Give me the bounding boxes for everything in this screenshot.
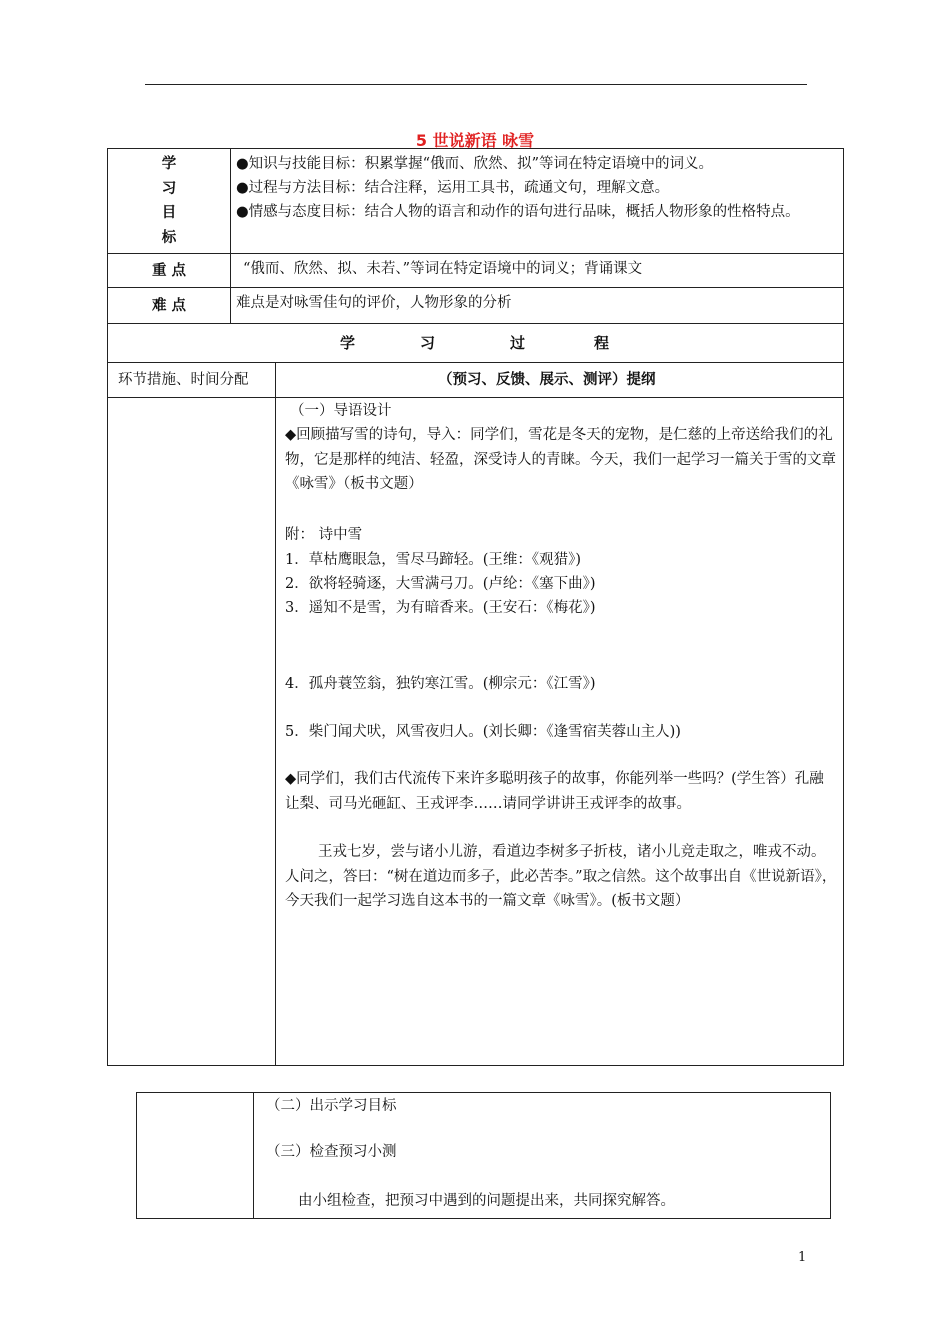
poem-line: 5．柴门闻犬吠，风雪夜归人。(刘长卿：《逢雪宿芙蓉山主人)) xyxy=(285,724,681,740)
appendix-title: 附： 诗中雪 xyxy=(285,527,363,543)
header-rule xyxy=(145,84,807,85)
section-goals-title: （二）出示学习目标 xyxy=(266,1098,397,1114)
section-check-title: （三）检查预习小测 xyxy=(266,1144,397,1160)
poem-line: 3．遥知不是雪，为有暗香来。(王安石：《梅花》) xyxy=(285,600,596,616)
difficulty-label: 难 点 xyxy=(151,298,187,314)
objective-method: ●过程与方法目标：结合注释，运用工具书，疏通文句，理解文意。 xyxy=(236,180,670,196)
key-point-label: 重 点 xyxy=(151,263,187,279)
question-text: ◆同学们，我们古代流传下来许多聪明孩子的故事，你能列举一些吗？(学生答）孔融让梨、司马光砸缸、王戎评李……请同学讲讲王戎评李的故事。 xyxy=(285,771,824,812)
section-check-text: 由小组检查，把预习中遇到的问题提出来，共同探究解答。 xyxy=(298,1193,675,1209)
col-header-outline: （预习、反馈、展示、测评）提纲 xyxy=(438,372,656,388)
section-intro-title: （一）导语设计 xyxy=(290,403,392,419)
section-intro-text: ◆回顾描写雪的诗句，导入：同学们，雪花是冬天的宠物，是仁慈的上帝送给我们的礼物，它是那样的纯洁、轻盈，深受诗人的青睐。今天，我们一起学习一篇关于雪的文章《咏雪》（板书文题） xyxy=(285,427,836,492)
col-header-steps: 环节措施、时间分配 xyxy=(118,372,249,388)
poem-line: 4．孤舟蓑笠翁，独钓寒江雪。(柳宗元：《江雪》) xyxy=(285,676,596,692)
key-point-text: “俄而、欣然、拟、未若、”等词在特定语境中的词义；背诵课文 xyxy=(243,261,643,277)
story-text: 王戎七岁，尝与诸小儿游，看道边李树多子折枝，诸小儿竞走取之，唯戎不动。人问之，答曰：“树在道边而多子，此必苦李。”取之信然。这个故事出自《世说新语》，今天我们一起学习选自这本书的一篇文章《咏雪》。(板书文题） xyxy=(285,844,837,909)
difficulty-text: 难点是对咏雪佳句的评价，人物形象的分析 xyxy=(236,295,512,311)
objective-attitude: ●情感与态度目标：结合人物的语言和动作的语句进行品味，概括人物形象的性格特点。 xyxy=(236,204,800,220)
page-number: 1 xyxy=(798,1250,807,1265)
document-title: 5 世说新语 咏雪 xyxy=(415,131,535,150)
poem-line: 2．欲将轻骑逐，大雪满弓刀。(卢纶：《塞下曲》) xyxy=(285,576,596,592)
objective-knowledge: ●知识与技能目标：积累掌握“俄而、欣然、拟”等词在特定语境中的词义。 xyxy=(236,156,713,172)
poem-line: 1．草枯鹰眼急，雪尽马蹄轻。(王维：《观猎》) xyxy=(285,552,582,568)
objectives-label: 学 习 目 标 xyxy=(161,156,177,246)
